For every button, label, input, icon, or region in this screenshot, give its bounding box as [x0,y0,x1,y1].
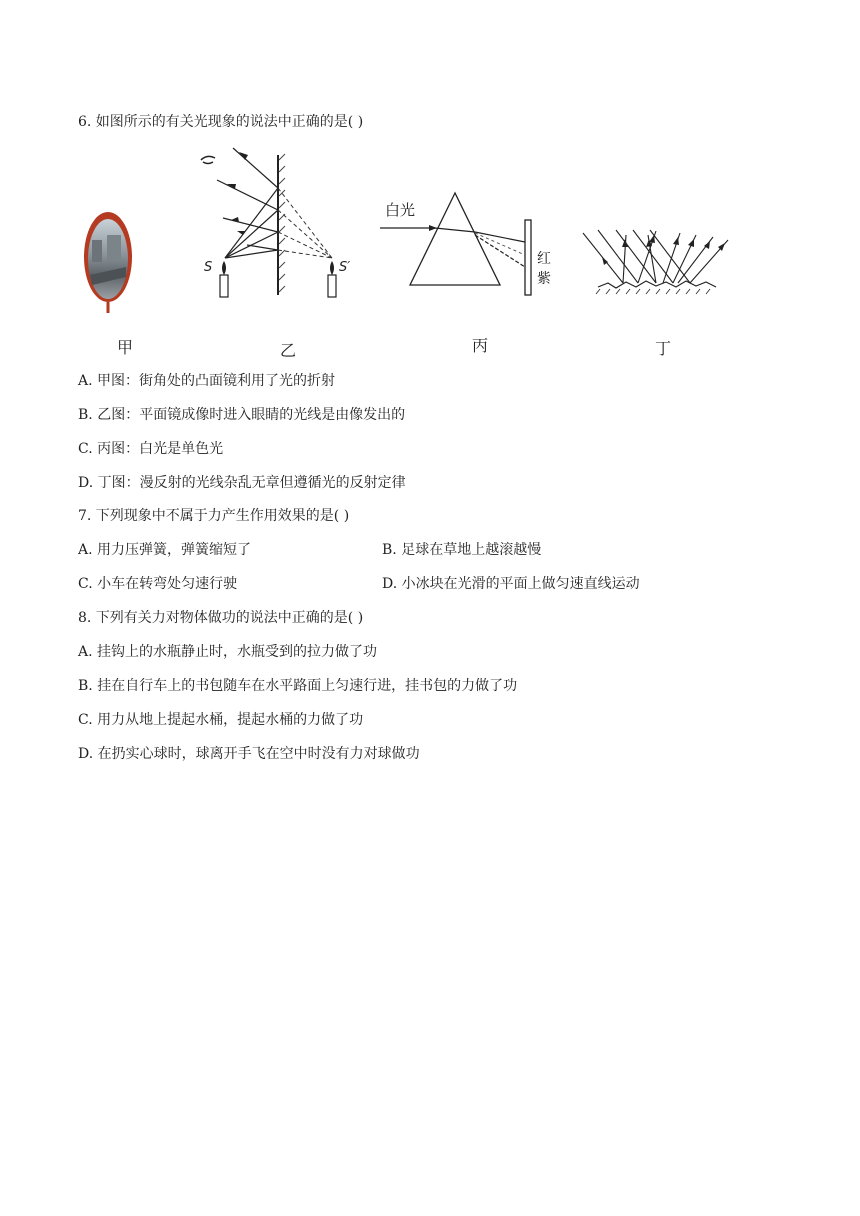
question-8-option-b: B. 挂在自行车上的书包随车在水平路面上匀速行进，挂书包的力做了功 [78,678,518,694]
figure-caption-yi: 乙 [280,341,297,360]
question-7-option-d: D. 小冰块在光滑的平面上做匀速直线运动 [382,576,640,592]
question-8-option-c: C. 用力从地上提起水桶，提起水桶的力做了功 [78,712,364,728]
figure-caption-ding: 丁 [655,339,672,358]
question-7-stem: 7. 下列现象中不属于力产生作用效果的是( ) [78,508,350,524]
question-6-option-b: B. 乙图：平面镜成像时进入眼睛的光线是由像发出的 [78,407,406,423]
figure-caption-jia: 甲 [117,338,134,357]
figure-caption-bing: 丙 [472,336,489,355]
label-s: S [204,260,213,275]
question-6-option-d: D. 丁图：漫反射的光线杂乱无章但遵循光的反射定律 [78,475,406,491]
question-6-option-c: C. 丙图：白光是单色光 [78,441,224,457]
label-white-light: 白光 [385,201,416,219]
question-8-option-a: A. 挂钩上的水瓶静止时，水瓶受到的拉力做了功 [78,644,378,660]
label-purple: 紫 [537,271,551,287]
question-6-stem: 6. 如图所示的有关光现象的说法中正确的是( ) [78,114,364,130]
question-8-stem: 8. 下列有关力对物体做功的说法中正确的是( ) [78,610,364,626]
plane-mirror-figure [195,140,365,305]
label-s-prime: S′ [339,260,351,275]
question-7-option-b: B. 足球在草地上越滚越慢 [382,542,542,558]
convex-mirror-figure [80,205,140,315]
question-8-option-d: D. 在扔实心球时，球离开手飞在空中时没有力对球做功 [78,746,420,762]
question-7-option-a: A. 用力压弹簧，弹簧缩短了 [78,542,252,558]
question-6-option-a: A. 甲图：街角处的凸面镜利用了光的折射 [78,373,336,389]
question-7-option-c: C. 小车在转弯处匀速行驶 [78,576,238,592]
label-red: 红 [537,251,551,267]
diffuse-reflection-figure [578,225,733,295]
prism-dispersion-figure [375,185,560,300]
